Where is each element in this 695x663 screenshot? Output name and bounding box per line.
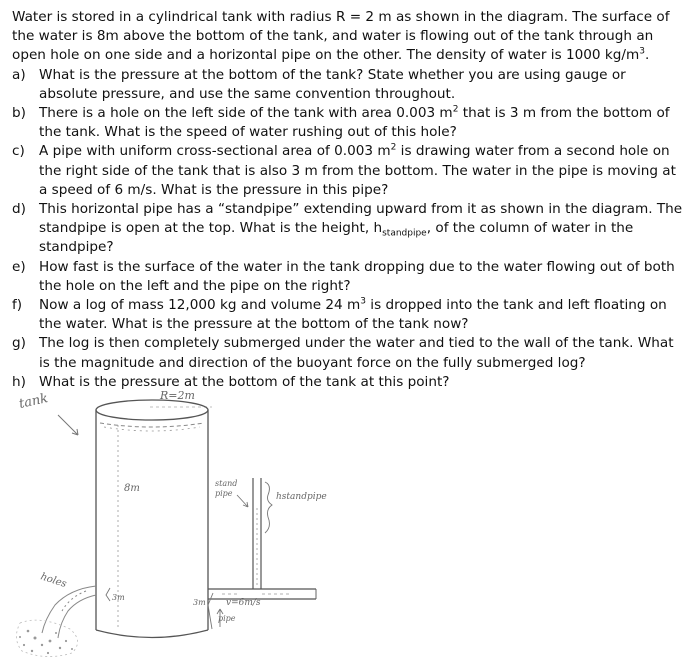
part-b [12,104,688,142]
tank-diagram [0,383,695,663]
part-label: g) [12,335,26,352]
jet-lower-edge [58,595,96,638]
water-jet [42,586,96,638]
part-text [39,104,688,142]
part-label: h) [12,373,26,390]
part-c [12,142,688,200]
part-label: e) [12,258,26,275]
stand-label-line1: stand [215,479,238,488]
part-text: How fast is the surface of the water in the tank dropping due to the water flowing out of both the hole on the left and the pipe on the right? [39,258,675,294]
area-exponent: 2 [390,142,397,153]
part-text-pre: This horizontal pipe has a “standpipe” extending upward from it as shown in the diagram. The standpipe is open at the top. What is the height, h [39,201,683,237]
part-text [39,296,688,334]
part-text-pre: A pipe with uniform cross-sectional area of 0.003 m [39,143,391,160]
part-f [12,296,688,334]
part-text [39,200,688,258]
volume-exponent: 3 [360,296,366,307]
part-text-post: is dropped into the tank and left floating on the water. What is the pressure at the bottom of the tank now? [39,297,667,333]
part-text-pre: Now a log of mass 12,000 kg and volume 24 m [39,297,361,314]
hole-height-brace [106,588,110,601]
part-label: b) [12,105,26,122]
height-label: 8m [124,483,140,494]
tank-label: tank [17,391,50,412]
part-a [12,66,688,104]
tank-arrow-icon [58,415,78,435]
intro-end: . [644,47,650,64]
hstand-label: hstandpipe [276,492,327,502]
hstandpipe-brace [265,482,272,533]
part-text [39,142,688,200]
splash-outline [16,620,77,656]
part-label: c) [12,143,25,160]
part-g [12,334,688,372]
jet-hatch [62,591,86,611]
standpipe-subscript: standpipe [382,228,427,239]
hole-height-label: 3m [112,593,125,602]
splash [19,630,73,654]
part-text: What is the pressure at the bottom of the tank at this point? [39,373,450,390]
pipe-label: pipe [218,614,236,623]
velocity-label: v=6m/s [226,598,261,608]
part-text-post: , of the column of water in the standpipe? [39,220,634,256]
intro-paragraph [12,8,688,66]
part-text: The log is then completely submerged under the water and tied to the wall of the tank. What is the magnitude and direction of the buoyant force on the fully submerged log? [39,335,674,371]
radius-label: R=2m [160,389,195,402]
part-d [12,200,688,258]
part-label: a) [12,66,26,83]
tank-bottom [96,630,208,638]
standpipe [253,478,261,589]
part-text-pre: There is a hole on the left side of the tank with area 0.003 m [39,105,453,122]
part-label: f) [12,297,23,314]
hole-label: holes [39,571,68,591]
horizontal-pipe [208,589,316,599]
pipe-height-label: 3m [193,598,206,607]
water-surface [100,423,204,427]
stand-label-line2: pipe [215,489,233,498]
part-e [12,258,688,296]
part-label: d) [12,201,26,218]
part-text-post: is drawing water from a second hole on the right side of the tank that is also 3 m from the bottom. The water in the pipe is moving at a speed of 6 m/s. What is the pressure in this pipe? [39,143,676,198]
tank-top-rim [96,400,208,420]
area-exponent: 2 [452,104,459,115]
part-text-post: that is 3 m from the bottom of the tank. What is the speed of water rushing out of this hole? [39,105,670,141]
density-exponent: 3 [639,46,645,57]
intro-text: Water is stored in a cylindrical tank with radius R = 2 m as shown in the diagram. The surface of the water is 8m above the bottom of the tank, and water is flowing out of the tank through an open hole on one side and a horizontal pipe on the other. The density of water is 1000 kg/m [12,9,670,64]
problem-statement [12,8,688,392]
standpipe-arrow-icon [237,495,248,507]
part-text: What is the pressure at the bottom of the tank? State whether you are using gauge or absolute pressure, and use the same convention throughout. [39,66,626,102]
